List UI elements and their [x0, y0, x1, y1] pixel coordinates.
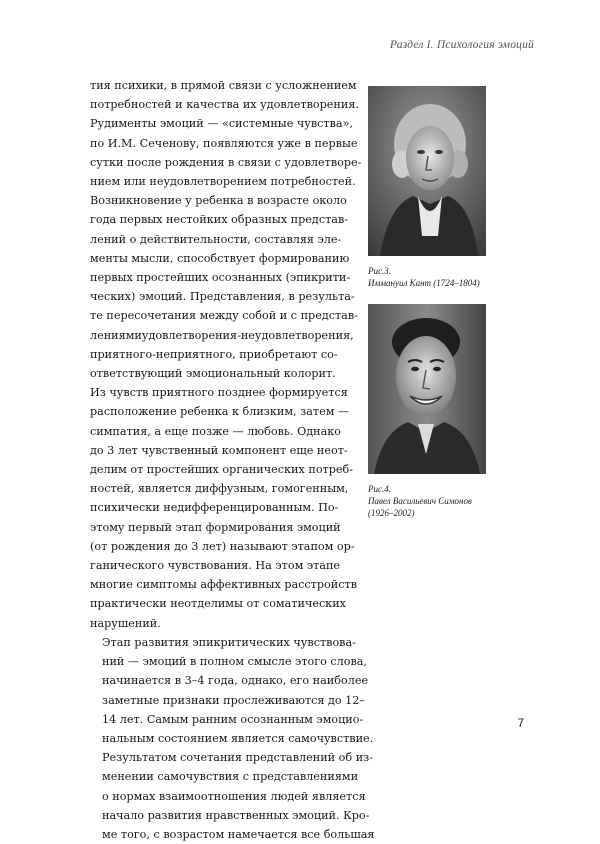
text-line: заметные признаки прослеживаются до 12– — [102, 693, 366, 707]
text-line: тия психики, в прямой связи с усложнением — [90, 79, 357, 92]
text-line: Этап развития эпикритических чувствова- — [102, 635, 356, 649]
text-line: ме того, с возрастом намечается все большая — [102, 827, 375, 841]
text-line: Рудименты эмоций — «системные чувства», — [90, 117, 353, 131]
text-line: делим от простейших органических потреб- — [90, 463, 354, 477]
main-text-column — [90, 76, 375, 844]
text-line: нарушений. — [90, 616, 161, 630]
text-line: начинается в 3–4 года, однако, его наиболее — [102, 674, 369, 688]
text-line: первых простейших осознанных (эпикрити- — [90, 271, 351, 285]
text-line: нием или неудовлетворением потребностей. — [90, 175, 356, 189]
portrait-simonov-image — [368, 304, 486, 474]
text-line: приятного-неприятного, приобретают со- — [90, 347, 338, 361]
text-line: менты мысли, способствует формированию — [90, 251, 350, 265]
figure-simonov — [368, 304, 486, 519]
text-line: многие симптомы аффективных расстройств — [90, 578, 357, 592]
text-line: этому первый этап формирования эмоций — [90, 520, 341, 534]
text-line: Из чувств приятного позднее формируется — [90, 386, 348, 400]
text-line: лениямиудовлетворения-неудовлетворения, — [90, 328, 354, 342]
text-line: расположение ребенка к близким, затем — — [90, 405, 350, 419]
figure-simonov-caption: Рис.4. Павел Васильевич Симонов (1926–2002) — [368, 484, 472, 518]
portrait-kant-image — [368, 86, 486, 256]
text-line: ческих) эмоций. Представления, в результа- — [90, 290, 355, 304]
running-header: Раздел I. Психология эмоций — [389, 39, 534, 51]
text-line: Результатом сочетания представлений об из- — [102, 751, 374, 765]
text-line: ностей, является диффузным, гомогенным, — [90, 482, 349, 496]
text-line: ганического чувствования. На этом этапе — [90, 559, 341, 573]
text-line: до 3 лет чувственный компонент еще неот- — [90, 443, 348, 457]
text-line: практически неотделимы от соматических — [90, 597, 346, 611]
text-line: года первых нестойких образных представ- — [90, 213, 349, 227]
text-line: ний — эмоций в полном смысле этого слова, — [102, 655, 368, 669]
text-line: начало развития нравственных эмоций. Кро- — [102, 808, 370, 822]
text-line: симпатия, а еще позже — любовь. Однако — [90, 424, 342, 438]
figure-kant-caption: Рис.3. Иммануил Кант (1724–1804) — [368, 266, 480, 288]
text-line: психически недифференцированным. По- — [90, 501, 339, 515]
text-line: (от рождения до 3 лет) называют этапом ор- — [90, 539, 355, 553]
paragraph-2 — [90, 633, 375, 844]
text-line: те пересочетания между собой и с представ- — [90, 309, 358, 323]
text-line: Возникновение у ребенка в возрасте около — [90, 194, 347, 208]
text-line: нальным состоянием является самочувствие. — [102, 731, 374, 745]
text-line: ответствующий эмоциональный колорит. — [90, 367, 336, 381]
text-line: сутки после рождения в связи с удовлетворе- — [90, 155, 362, 169]
text-line: лений о действительности, составляя эле- — [90, 232, 342, 246]
text-line: о нормах взаимоотношения людей является — [102, 789, 366, 803]
page-number: 7 — [517, 716, 524, 730]
figure-kant — [368, 86, 486, 289]
text-line: потребностей и качества их удовлетворения. — [90, 98, 359, 112]
text-line: 14 лет. Самым ранним осознанным эмоцио- — [102, 712, 364, 726]
text-line: менении самочувствия с представлениями — [102, 770, 359, 784]
paragraph-1 — [90, 76, 362, 633]
text-line: по И.М. Сеченову, появляются уже в первые — [90, 136, 358, 150]
